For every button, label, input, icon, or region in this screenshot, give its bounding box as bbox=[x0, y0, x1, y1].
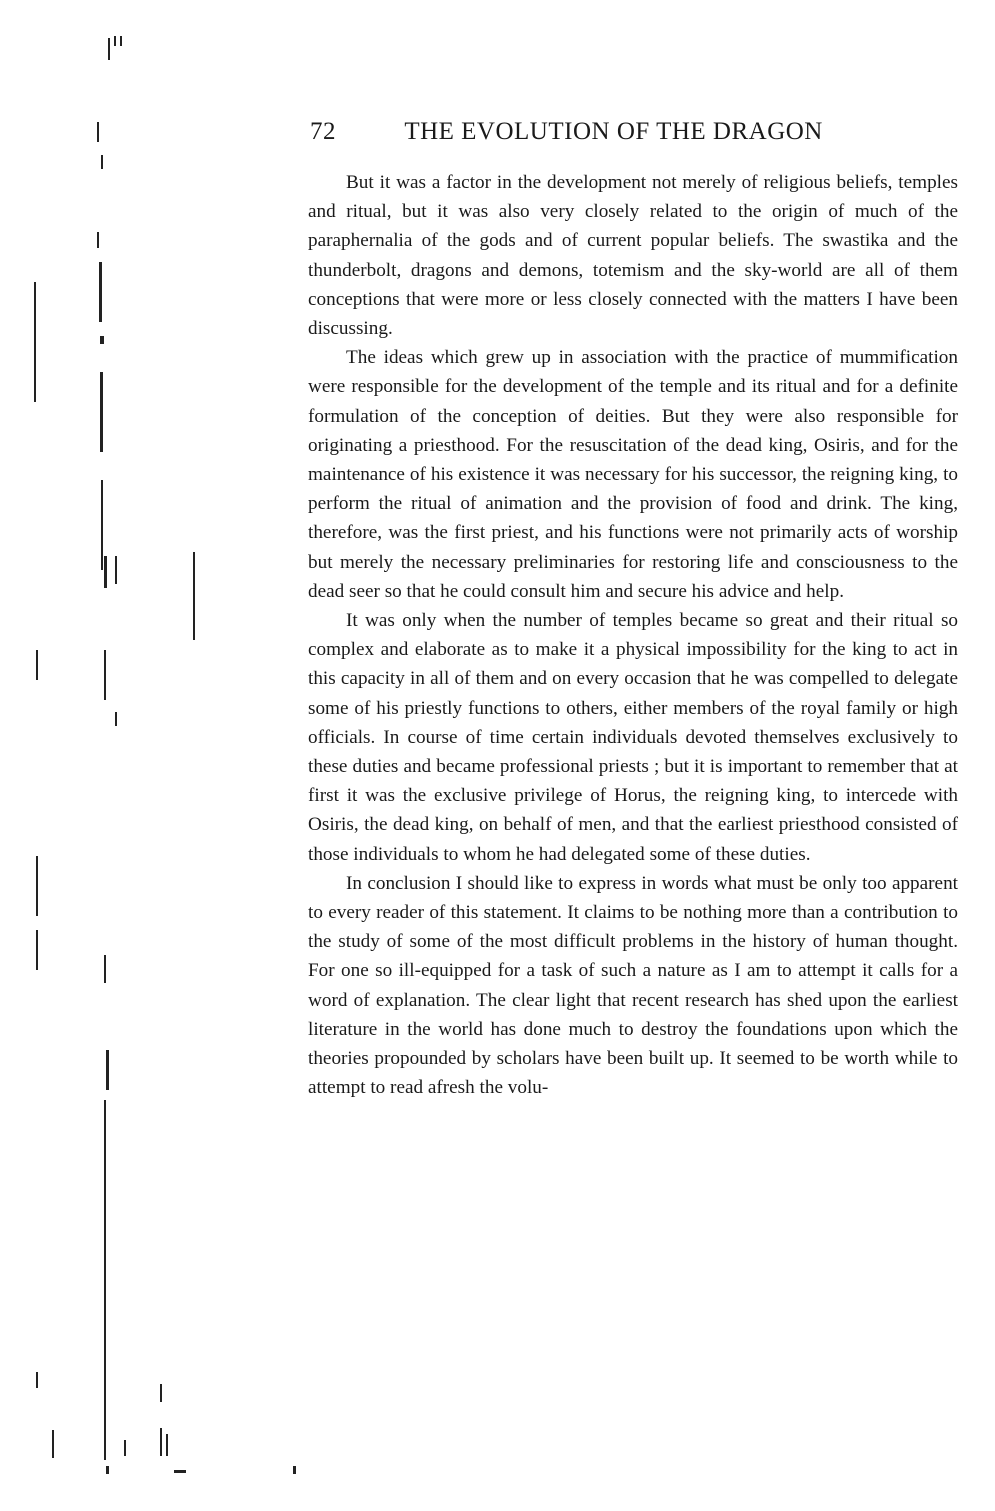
paragraph: It was only when the number of temples became so great and their ritual so complex and elaborate as to make it a physical impossibility for the king to act in this capacity in all of them and on every occasion that he was compelled to delegate some of his priestly functions to others, either members of the royal family or high officials. In course of time certain individuals devoted themselves exclusively to these duties and became professional priests ; but it is important to remember that at first it was the exclusive privilege of Horus, the reigning king, to intercede with Osiris, the dead king, on behalf of men, and that the earliest priesthood consisted of those individuals to whom he had delegated some of these duties. bbox=[308, 610, 958, 865]
running-title: THE EVOLUTION OF THE DRAGON bbox=[404, 118, 823, 145]
paragraph: In conclusion I should like to express in words what must be only too apparent to every reader of this statement. It claims to be nothing more than a contribution to the study of some of the most difficult problems in the history of human thought. For one so ill-equipped for a task of such a nature as I am to attempt it calls for a word of explanation. The clear light that recent research has shed upon the earliest literature in the world has done much to destroy the foundations upon which the theories propounded by scholars have been built up. It seemed to be worth while to attempt to read afresh the volu- bbox=[308, 872, 958, 1099]
paragraph: The ideas which grew up in association with the practice of mummification were responsible for the development of the temple and its ritual and for a definite formulation of the conception of deities. But they were also responsible for originating a priesthood. For the resuscitation of the dead king, Osiris, and for the maintenance of his existence it was necessary for his successor, the reigning king, to perform the ritual of animation and the provision of food and drink. The king, therefore, was the first priest, and his functions were not primarily acts of worship but merely the necessary preliminaries for restoring life and consciousness to the dead seer so that he could consult him and secure his advice and help. bbox=[308, 347, 958, 602]
page-number: 72 bbox=[310, 118, 336, 145]
page-header bbox=[310, 118, 970, 146]
paragraph: But it was a factor in the development not merely of religious beliefs, temples and ritual, but it was also very closely related to the origin of much of the paraphernalia of the gods and of current popular beliefs. The swastika and the thunderbolt, dragons and demons, totemism and the sky-world are all of them conceptions that were more or less closely connected with the matters I have been discussing. bbox=[308, 172, 958, 340]
body-text bbox=[308, 168, 958, 1103]
